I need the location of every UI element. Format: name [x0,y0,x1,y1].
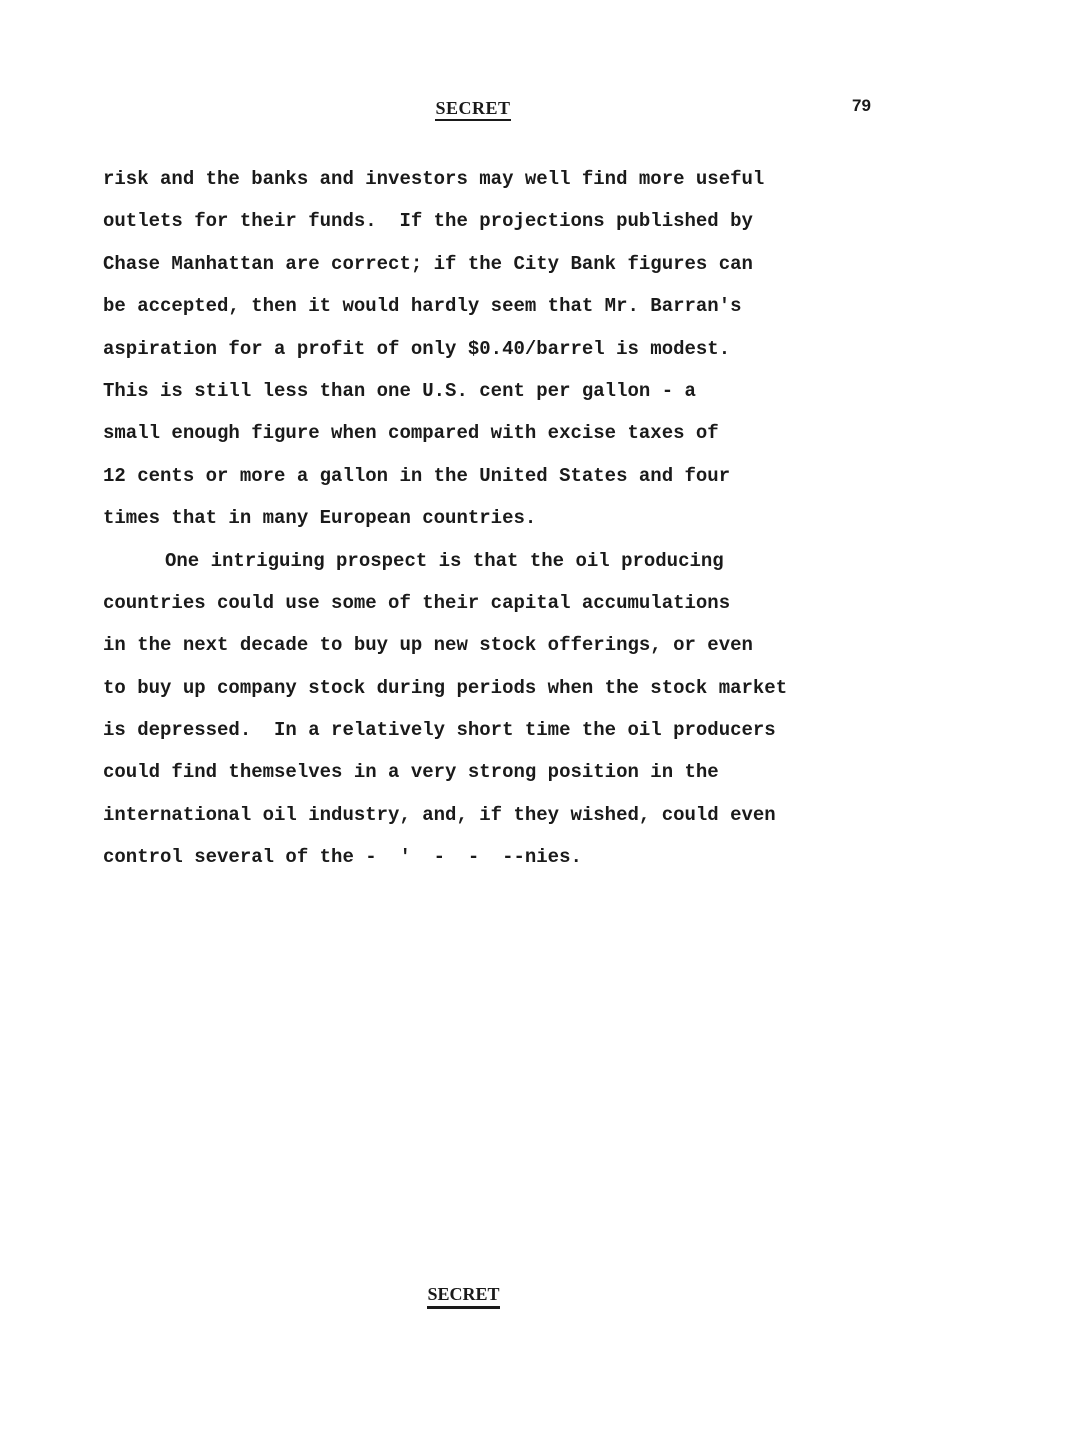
text-line: This is still less than one U.S. cent per gallon - a [103,379,696,402]
footer-classification-marking [0,1284,927,1305]
text-line: international oil industry, and, if they wished, could even [103,803,776,826]
footer-classification-label: SECRET [427,1284,499,1309]
body-text [103,158,873,879]
text-line: could find themselves in a very strong position in the [103,761,719,784]
text-line: risk and the banks and investors may well find more useful [103,168,765,190]
text-line: times that in many European countries. [103,507,537,530]
page-number: 79 [852,96,871,115]
text-line: small enough figure when compared with excise taxes of [103,422,719,445]
header-classification-label: SECRET [435,98,510,121]
header-classification-marking [0,98,946,119]
text-line: countries could use some of their capital accumulations [103,591,731,614]
text-line: Chase Manhattan are correct; if the City Bank figures can [103,252,753,275]
text-line: control several of the - ' - - --nies. [103,846,582,869]
text-line: in the next decade to buy up new stock offerings, or even [103,634,753,657]
paragraph-start-line: One intriguing prospect is that the oil producing [165,549,724,572]
text-line: be accepted, then it would hardly seem that Mr. Barran's [103,295,742,318]
text-line: 12 cents or more a gallon in the United States and four [103,464,731,487]
text-line: is depressed. In a relatively short time the oil producers [103,719,776,742]
text-line: to buy up company stock during periods when the stock market [103,676,788,699]
text-line: outlets for their funds. If the projections published by [103,210,753,233]
text-line: aspiration for a profit of only $0.40/barrel is modest. [103,337,731,360]
